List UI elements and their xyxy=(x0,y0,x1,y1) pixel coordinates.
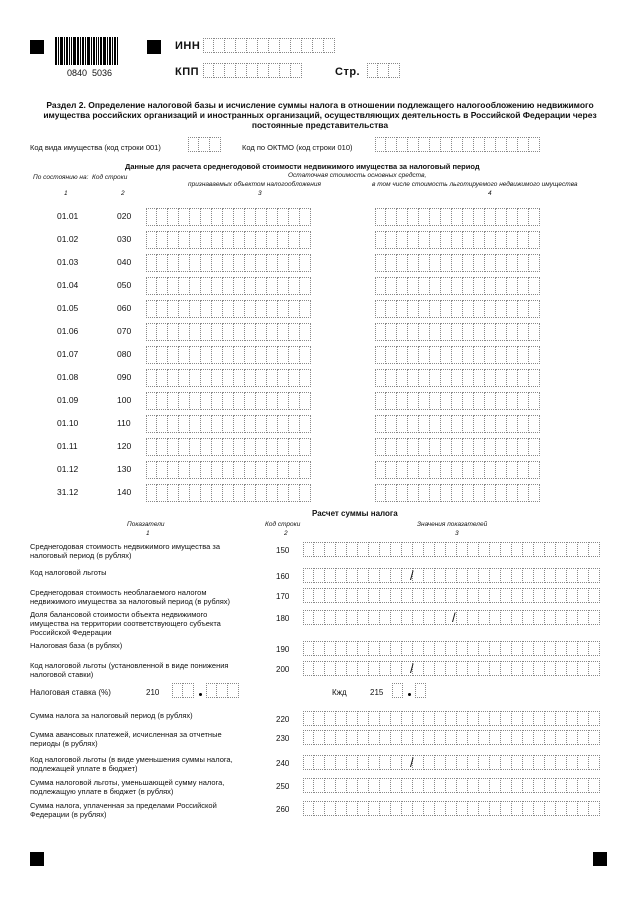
calc-col2-header: Код строки xyxy=(265,521,301,528)
avg-row-value-field[interactable] xyxy=(146,254,311,272)
avg-table-title: Данные для расчета среднегодовой стоимости недвижимого имущества за налоговый период xyxy=(125,162,480,171)
avg-row-exempt-field[interactable] xyxy=(375,300,540,318)
calc-row-label: Налоговая база (в рублях) xyxy=(30,641,123,650)
calc-row-label: Код налоговой льготы (в виде уменьшения суммы налога, xyxy=(30,755,233,764)
inn-label: ИНН xyxy=(175,40,201,52)
property-code-label: Код вида имущества (код строки 001) xyxy=(30,143,161,152)
avg-row-code: 030 xyxy=(117,234,132,244)
calc-row-value-field[interactable] xyxy=(303,641,600,656)
calc-row-code: 170 xyxy=(276,592,290,601)
calc-row-label: налоговой ставки) xyxy=(30,670,94,679)
avg-row-exempt-field[interactable] xyxy=(375,323,540,341)
avg-col2-number: 2 xyxy=(121,190,125,197)
avg-row-date: 01.08 xyxy=(57,372,79,382)
page-field[interactable] xyxy=(367,63,400,78)
slash-separator: / xyxy=(410,661,414,676)
calc-row-label: налоговый период (в рублях) xyxy=(30,551,132,560)
calc-row-value-field[interactable] xyxy=(303,568,600,583)
avg-row-date: 01.06 xyxy=(57,326,79,336)
rate-label: Налоговая ставка (%) xyxy=(30,688,111,697)
slash-separator: / xyxy=(452,610,456,625)
calc-row-label: Федерации (в рублях) xyxy=(30,810,107,819)
calc-row-value-field[interactable] xyxy=(303,730,600,745)
avg-row-value-field[interactable] xyxy=(146,392,311,410)
avg-row-date: 01.07 xyxy=(57,349,79,359)
avg-row-code: 120 xyxy=(117,441,132,451)
calc-row-code: 260 xyxy=(276,805,290,814)
avg-col3-number: 3 xyxy=(258,190,262,197)
calc-row-code: 180 xyxy=(276,614,290,623)
slash-separator: / xyxy=(410,755,414,770)
calc-title: Расчет суммы налога xyxy=(312,509,398,518)
avg-row-code: 110 xyxy=(117,418,131,428)
calc-row-value-field[interactable] xyxy=(303,711,600,726)
calc-row-label: Российской Федерации xyxy=(30,628,112,637)
avg-row-value-field[interactable] xyxy=(146,300,311,318)
avg-row-date: 01.03 xyxy=(57,257,79,267)
calc-row-code: 150 xyxy=(276,546,290,555)
avg-row-date: 01.10 xyxy=(57,418,79,428)
avg-row-value-field[interactable] xyxy=(146,438,311,456)
avg-col4-header: в том числе стоимость льготируемого недвижимого имущества xyxy=(372,181,578,188)
rate-code: 210 xyxy=(146,688,160,697)
avg-row-date: 01.01 xyxy=(57,211,79,221)
avg-row-code: 060 xyxy=(117,303,132,313)
corner-marker xyxy=(30,40,44,54)
avg-row-code: 080 xyxy=(117,349,132,359)
avg-row-exempt-field[interactable] xyxy=(375,254,540,272)
avg-row-code: 130 xyxy=(117,464,132,474)
calc-col1-number: 1 xyxy=(146,530,150,537)
calc-row-code: 160 xyxy=(276,572,290,581)
avg-row-code: 140 xyxy=(117,487,132,497)
calc-row-code: 250 xyxy=(276,782,290,791)
kzh-code: 215 xyxy=(370,688,384,697)
avg-col3-header-b: признаваемых объектом налогообложения xyxy=(188,181,321,188)
calc-row-label: подлежащей уплате в бюджет) xyxy=(30,764,138,773)
rate-field-int[interactable] xyxy=(172,683,194,698)
calc-row-code: 220 xyxy=(276,715,290,724)
calc-row-label: периоды (в рублях) xyxy=(30,739,98,748)
avg-col3-header-a: Остаточная стоимость основных средств, xyxy=(288,172,427,179)
calc-row-label: Код налоговой льготы (установленной в виде понижения xyxy=(30,661,229,670)
avg-row-value-field[interactable] xyxy=(146,484,311,502)
avg-row-code: 070 xyxy=(117,326,132,336)
avg-row-date: 01.04 xyxy=(57,280,79,290)
avg-row-code: 100 xyxy=(117,395,132,405)
avg-row-exempt-field[interactable] xyxy=(375,369,540,387)
avg-row-value-field[interactable] xyxy=(146,415,311,433)
calc-row-label: недвижимого имущества за налоговый период (в рублях) xyxy=(30,597,231,606)
avg-row-date: 31.12 xyxy=(57,487,79,497)
corner-marker xyxy=(30,852,44,866)
calc-row-label: Сумма авансовых платежей, исчисленная за отчетные xyxy=(30,730,222,739)
avg-row-exempt-field[interactable] xyxy=(375,392,540,410)
calc-row-value-field[interactable] xyxy=(303,542,600,557)
calc-row-code: 200 xyxy=(276,665,290,674)
calc-row-value-field[interactable] xyxy=(303,801,600,816)
avg-row-value-field[interactable] xyxy=(146,208,311,226)
calc-row-code: 240 xyxy=(276,759,290,768)
avg-row-code: 050 xyxy=(117,280,132,290)
barcode-number: 0840 5036 xyxy=(67,68,113,78)
avg-row-date: 01.09 xyxy=(57,395,79,405)
kzh-field-frac[interactable] xyxy=(415,683,426,698)
kzh-field-int[interactable] xyxy=(392,683,403,698)
inn-field[interactable] xyxy=(203,38,335,53)
calc-row-label: подлежащую уплате в бюджет (в рублях) xyxy=(30,787,174,796)
calc-row-value-field[interactable] xyxy=(303,755,600,770)
avg-row-exempt-field[interactable] xyxy=(375,277,540,295)
property-code-field[interactable] xyxy=(188,137,221,152)
calc-col1-header: Показатели xyxy=(127,521,165,528)
calc-row-value-field[interactable] xyxy=(303,661,600,676)
avg-row-value-field[interactable] xyxy=(146,369,311,387)
kpp-field[interactable] xyxy=(203,63,302,78)
avg-row-value-field[interactable] xyxy=(146,277,311,295)
avg-row-date: 01.05 xyxy=(57,303,79,313)
avg-row-value-field[interactable] xyxy=(146,323,311,341)
calc-row-code: 190 xyxy=(276,645,290,654)
calc-row-label: Сумма налога за налоговый период (в рублях) xyxy=(30,711,193,720)
calc-row-label: имущества на территории соответствующего субъекта xyxy=(30,619,221,628)
avg-row-exempt-field[interactable] xyxy=(375,438,540,456)
slash-separator: / xyxy=(410,568,414,583)
calc-row-label: Среднегодовая стоимость недвижимого имущества за xyxy=(30,542,221,551)
calc-row-value-field[interactable] xyxy=(303,778,600,793)
avg-col2-header: Код строки xyxy=(92,174,128,181)
avg-row-value-field[interactable] xyxy=(146,461,311,479)
oktmo-field[interactable] xyxy=(375,137,540,152)
rate-decimal-dot xyxy=(199,693,202,696)
avg-row-code: 040 xyxy=(117,257,132,267)
calc-row-label: Код налоговой льготы xyxy=(30,568,107,577)
calc-row-label: Сумма налога, уплаченная за пределами Российской xyxy=(30,801,217,810)
avg-row-exempt-field[interactable] xyxy=(375,346,540,364)
calc-row-code: 230 xyxy=(276,734,290,743)
calc-col3-number: 3 xyxy=(455,530,459,537)
avg-row-exempt-field[interactable] xyxy=(375,231,540,249)
avg-row-exempt-field[interactable] xyxy=(375,208,540,226)
kzh-decimal-dot xyxy=(408,693,411,696)
calc-col3-header: Значения показателей xyxy=(417,521,488,528)
avg-row-exempt-field[interactable] xyxy=(375,415,540,433)
avg-col1-header: По состоянию на: xyxy=(33,174,89,181)
oktmo-label: Код по ОКТМО (код строки 010) xyxy=(242,143,353,152)
avg-col1-number: 1 xyxy=(64,190,68,197)
rate-field-frac[interactable] xyxy=(206,683,239,698)
calc-row-label: Сумма налоговой льготы, уменьшающей сумму налога, xyxy=(30,778,225,787)
section-title: Раздел 2. Определение налоговой базы и исчисление суммы налога в отношении подлежащего налогообложению недвижимого имущества российских организаций и иностранных организаций, осуществляющих деятельность в Российской Федерации через постоянные представительства xyxy=(43,100,597,130)
barcode xyxy=(55,37,133,70)
calc-row-value-field[interactable] xyxy=(303,588,600,603)
avg-row-value-field[interactable] xyxy=(146,346,311,364)
kzh-label: Кжд xyxy=(332,688,347,697)
page-label: Стр. xyxy=(335,66,361,78)
calc-row-label: Доля балансовой стоимости объекта недвижимого xyxy=(30,610,208,619)
avg-col4-number: 4 xyxy=(488,190,492,197)
avg-row-exempt-field[interactable] xyxy=(375,484,540,502)
avg-row-code: 090 xyxy=(117,372,132,382)
corner-marker xyxy=(593,852,607,866)
avg-row-date: 01.12 xyxy=(57,464,79,474)
avg-row-date: 01.02 xyxy=(57,234,79,244)
corner-marker xyxy=(147,40,161,54)
calc-col2-number: 2 xyxy=(284,530,288,537)
avg-row-exempt-field[interactable] xyxy=(375,461,540,479)
avg-row-value-field[interactable] xyxy=(146,231,311,249)
calc-row-label: Среднегодовая стоимость необлагаемого налогом xyxy=(30,588,207,597)
kpp-label: КПП xyxy=(175,66,200,78)
avg-row-date: 01.11 xyxy=(57,441,78,451)
avg-row-code: 020 xyxy=(117,211,132,221)
